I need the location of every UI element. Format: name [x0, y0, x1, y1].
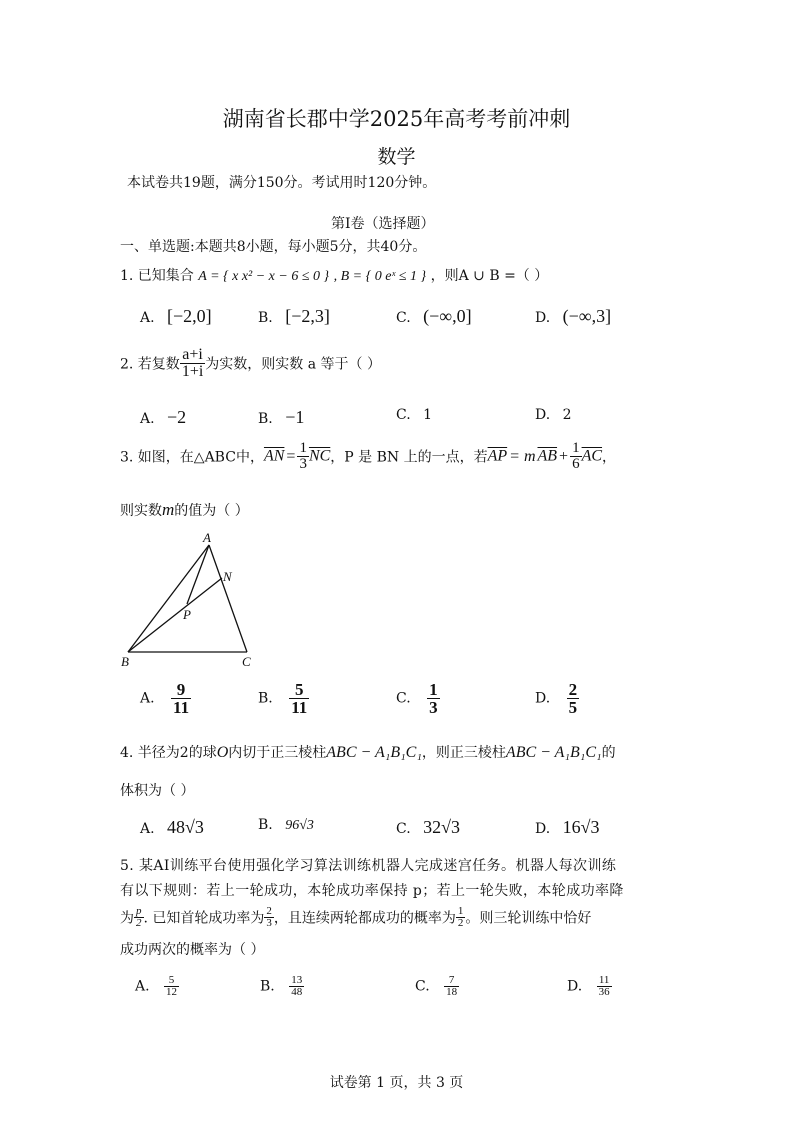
q3-fraction-1-den: 3: [299, 456, 307, 472]
page-title: 湖南省长郡中学2025年高考考前冲刺: [222, 107, 571, 131]
q3-stem-prefix: 3. 如图，在△ABC中，: [120, 449, 264, 466]
q4-line1-prefix: 4. 半径为2的球: [120, 745, 217, 761]
q4-option-b-value: 96√3: [285, 818, 314, 833]
q4-option-a-label: A.: [140, 821, 155, 837]
q2-option-b[interactable]: [258, 407, 304, 428]
q5-frac-t-num: 2: [266, 905, 272, 917]
q5-option-c-den: 18: [446, 986, 458, 998]
q5-option-c-frac: [444, 975, 459, 998]
q2-stem-prefix: 2. 若复数: [120, 356, 180, 373]
q4-option-c-label: C.: [396, 821, 411, 837]
section-title: 第Ⅰ卷（选择题）: [331, 216, 435, 232]
q1-stem-suffix: ，则A ∪ B =（ ）: [430, 268, 549, 284]
subject-title: 数学: [377, 146, 416, 168]
q3-eq1: =: [286, 447, 296, 465]
q5-frac-p-den: 2: [136, 917, 142, 929]
q5-option-a-num: 5: [164, 975, 179, 987]
q5-option-d-frac: [597, 975, 612, 998]
q1-option-b[interactable]: [258, 306, 330, 327]
q5-line-4: 成功两次的概率为（ ）: [120, 942, 265, 958]
q3-option-c-num: 1: [429, 680, 438, 699]
edge-ac: [209, 545, 247, 652]
q3-option-b-label: B.: [258, 690, 273, 707]
q5-option-a-frac: [164, 975, 179, 998]
q3-option-d-label: D.: [535, 690, 551, 707]
q2-option-b-value: −1: [285, 407, 305, 427]
q5-frac-t-den: 3: [266, 917, 272, 929]
q5-option-c-num: 7: [444, 975, 459, 987]
q5-line3-b: . 已知首轮成功率为: [143, 910, 265, 927]
q3-fraction-2: [570, 441, 582, 472]
q5-line-3: [120, 906, 591, 929]
q5-frac-h-den: 2: [457, 917, 464, 929]
q3-option-c[interactable]: [396, 681, 440, 716]
q4-option-b[interactable]: [258, 817, 314, 834]
exam-instructions: 本试卷共19题，满分150分。考试用时120分钟。: [127, 175, 437, 191]
q1-option-b-label: B.: [258, 310, 273, 326]
label-b: B: [121, 654, 129, 669]
q3-line2-prefix: 则实数: [120, 503, 162, 519]
q5-line-2: 有以下规则：若上一轮成功，本轮成功率保持 p；若上一轮失败，本轮成功率降: [120, 883, 624, 899]
q3-vector-ap: $\overline{AP}$: [487, 447, 508, 465]
q4-option-a[interactable]: [140, 817, 204, 838]
q4-line1-suffix: 的: [601, 745, 616, 761]
q3-comma: ，: [602, 449, 617, 466]
q4-sphere-o: O: [216, 744, 229, 761]
q3-stem-mid: ，P 是 BN 上的一点，若: [330, 449, 488, 466]
q3-fraction-2-num: 1: [572, 440, 580, 456]
q2-option-b-label: B.: [258, 411, 273, 427]
question-4: [120, 742, 616, 762]
q1-option-a-value: [−2,0]: [167, 306, 212, 326]
q3-option-a-label: A.: [140, 690, 155, 707]
q2-numerator: a+i: [180, 347, 205, 364]
q5-option-c-label: C.: [415, 978, 430, 995]
q4-option-a-value: 48√3: [167, 817, 204, 837]
q1-option-a[interactable]: [140, 306, 212, 327]
label-c: C: [242, 654, 251, 669]
label-p: P: [183, 607, 191, 622]
q5-option-b-num: 13: [291, 974, 303, 986]
q1-option-c[interactable]: [396, 306, 472, 327]
q5-option-b[interactable]: [260, 975, 304, 998]
q2-option-c[interactable]: [396, 407, 432, 423]
q4-line1-mid2: ，则正三棱柱: [421, 745, 506, 761]
q4-option-d-label: D.: [535, 821, 551, 837]
q5-option-c[interactable]: [415, 975, 459, 998]
q1-option-d[interactable]: [535, 306, 611, 327]
q3-plus: +: [559, 447, 569, 465]
q3-option-a[interactable]: [140, 681, 191, 716]
q1-option-d-value: (−∞,3]: [562, 306, 612, 326]
q4-option-d[interactable]: [535, 817, 600, 838]
q3-line2-suffix: 的值为（ ）: [174, 503, 249, 519]
q3-fraction-1-num: 1: [299, 440, 307, 456]
q1-option-b-value: [−2,3]: [285, 306, 330, 326]
q5-frac-p-over-2: [134, 906, 144, 929]
q2-option-d-label: D.: [535, 407, 551, 423]
q2-denominator: 1+i: [181, 363, 204, 380]
q3-vector-nc: $\overline{NC}$: [308, 447, 331, 465]
q4-option-b-label: B.: [258, 817, 273, 833]
q5-option-a-den: 12: [166, 986, 178, 998]
q3-fraction-1: [297, 441, 309, 472]
q3-vector-ac: $\overline{AC}$: [581, 447, 603, 465]
q5-frac-h-num: 1: [457, 905, 464, 917]
q2-option-a[interactable]: [140, 407, 186, 428]
q2-fraction: [180, 347, 205, 380]
q5-option-b-den: 48: [291, 986, 303, 998]
q1-set-a: A = { x x² − x − 6 ≤ 0 }: [198, 269, 330, 284]
q5-line3-a: 为: [120, 910, 134, 927]
q5-option-d-den: 36: [598, 986, 610, 998]
question-1: [120, 265, 548, 285]
q5-option-a[interactable]: [135, 975, 179, 998]
q3-fraction-2-den: 6: [572, 456, 580, 472]
q4-option-c-value: 32√3: [423, 817, 461, 837]
segment-ap: [187, 545, 209, 604]
q5-option-b-frac: [289, 975, 304, 998]
q3-variable-m: m: [162, 500, 175, 519]
q1-option-d-label: D.: [535, 310, 551, 326]
q1-option-c-label: C.: [396, 310, 411, 326]
q5-line-1: 5. 某AI训练平台使用强化学习算法训练机器人完成迷宫任务。机器人每次训练: [120, 858, 617, 874]
q3-option-c-den: 3: [429, 698, 438, 717]
q3-eq2: = m: [509, 447, 536, 465]
q5-frac-half: [456, 906, 466, 929]
q5-option-b-label: B.: [260, 978, 275, 995]
question-3: [120, 441, 616, 472]
q2-option-c-label: C.: [396, 407, 411, 423]
q3-option-c-label: C.: [396, 690, 411, 707]
q4-prism-2: ABC − A₁B₁C₁: [505, 744, 602, 761]
q3-vector-an: $\overline{AN}$: [263, 447, 285, 465]
q3-option-c-frac: [427, 681, 440, 716]
q5-option-d-num: 11: [597, 975, 612, 987]
q1-stem-prefix: 1. 已知集合: [120, 268, 194, 284]
q3-vector-ab: $\overline{AB}$: [537, 447, 558, 465]
q3-option-a-frac: [171, 681, 191, 716]
q3-option-b-num: 5: [289, 681, 309, 699]
part-heading: 一、单选题:本题共8小题，每小题5分，共40分。: [120, 239, 427, 255]
q3-option-b-den: 11: [291, 698, 308, 717]
q4-prism-1: ABC − A₁B₁C₁: [326, 744, 422, 761]
q1-option-a-label: A.: [140, 310, 155, 326]
q3-option-b-frac: [289, 681, 309, 716]
q3-option-a-den: 11: [173, 698, 190, 717]
page-footer: 试卷第 1 页，共 3 页: [329, 1075, 464, 1091]
segment-bn: [128, 578, 222, 652]
q2-option-c-value: 1: [423, 407, 433, 423]
q3-option-d-num: 2: [568, 680, 578, 699]
q3-option-b[interactable]: [258, 681, 309, 716]
q5-frac-two-thirds: [264, 906, 274, 929]
label-n: N: [223, 569, 232, 584]
q5-option-d[interactable]: [567, 975, 612, 998]
q1-option-c-value: (−∞,0]: [423, 306, 472, 326]
q4-option-d-value: 16√3: [562, 817, 600, 837]
q3-option-d-frac: [567, 681, 580, 716]
q2-option-d[interactable]: [535, 407, 572, 423]
edge-ab: [128, 545, 209, 652]
question-2: [120, 347, 381, 380]
q4-line1-mid: 内切于正三棱柱: [228, 745, 327, 761]
q5-option-d-label: D.: [567, 978, 583, 995]
q3-option-a-num: 9: [171, 681, 191, 699]
q2-stem-suffix: 为实数，则实数 a 等于（ ）: [205, 356, 381, 373]
q4-option-c[interactable]: [396, 817, 460, 838]
q4-line-2: 体积为（ ）: [120, 783, 195, 799]
q5-line3-c: ，且连续两轮都成功的概率为: [273, 910, 456, 927]
label-a: A: [203, 530, 211, 545]
q3-option-d[interactable]: [535, 681, 579, 716]
q5-line3-d: 。则三轮训练中恰好: [465, 910, 592, 927]
q2-option-d-value: 2: [562, 407, 572, 423]
q2-option-a-value: −2: [167, 407, 187, 427]
q3-option-d-den: 5: [568, 698, 578, 717]
q2-option-a-label: A.: [140, 411, 155, 427]
q3-line-2: [120, 500, 249, 520]
q1-set-b: , B = { 0 eˣ ≤ 1 }: [333, 269, 427, 284]
q5-option-a-label: A.: [135, 978, 150, 995]
q5-frac-p-num: p: [136, 905, 142, 917]
